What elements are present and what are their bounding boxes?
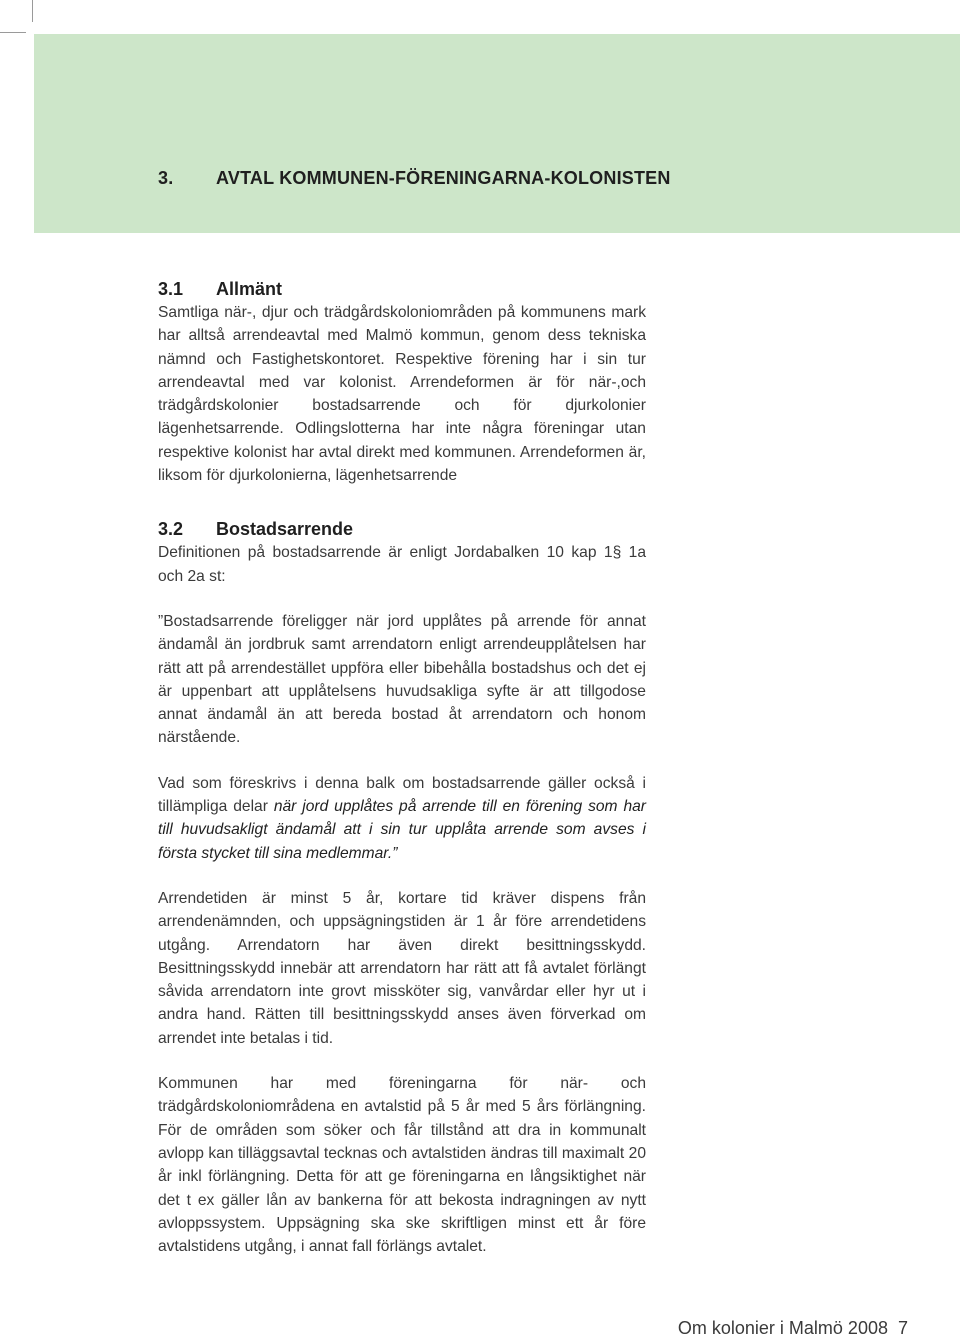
page-footer — [678, 1318, 908, 1339]
chapter-heading — [158, 168, 671, 189]
chapter-banner — [34, 34, 960, 233]
law-quote-plain: Vad som föreskrivs i denna balk om bostadsarrende gäller också i tillämpliga delar — [158, 774, 646, 816]
section-number: 3.1 — [158, 279, 184, 299]
section-title: Bostadsarrende — [216, 519, 354, 540]
section-heading-allmant — [158, 277, 646, 301]
duration-paragraph: Arrendetiden är minst 5 år, kortare tid kräver dispens från arrendenämnden, och uppsägningstiden är 1 år före arrendetidens utgång. Arrendatorn har även direkt besittningsskydd. Besittningsskydd innebär att arrendatorn har rätt att få avtalet förlängt såvida arrendatorn inte grovt missköter sig, vanvårdar eller hyr ut i andra hand. Rätten till besittningsskydd anses även förverkad om arrendet inte betalas i tid. — [158, 889, 646, 1047]
section-title: Allmänt — [216, 279, 283, 299]
chapter-title: AVTAL KOMMUNEN-FÖRENINGARNA-KOLONISTEN — [216, 168, 671, 188]
law-quote: ”Bostadsarrende föreligger när jord upplåtes på arrende för annat ändamål än jordbruk samt arrendatorn enligt arrendeupplåtelsen har rätt att på arrendestället uppföra eller bibehålla bostadshus och det ej är uppenbart att upplåtelsens huvudsakliga syfte är att tillgodose annat ändamål än att bereda bostad åt arrendatorn och honom närstående. — [158, 612, 646, 747]
chapter-number: 3. — [158, 168, 174, 188]
section-heading-bostadsarrende — [158, 517, 646, 541]
page-content — [158, 277, 646, 1258]
page-number: 7 — [897, 1318, 908, 1338]
section-allmant-paragraph: Samtliga när-, djur och trädgårdskoloniområden på kommunens mark har alltså arrendeavtal med Malmö kommun, genom dess tekniska nämnd och Fastighetskontoret. Respektive förening har i sin tur arrendeavtal med var kolonist. Arrendeformen är för när-,och trädgårdskolonier bostadsarrende och för djurkolonier lägenhetsarrende. Odlingslotterna har inte några föreningar utan respektive kolonist har avtal direkt med kommunen. Arrendeformen är, liksom för djurkolonierna, lägenhetsarrende — [158, 304, 646, 485]
crop-mark-vertical — [32, 0, 33, 22]
contract-paragraph: Kommunen har med föreningarna för när- och trädgårdskoloniområdena en avtalstid på 5 år med 5 års förlängning. För de områden som söker och får tillstånd att dra in kommunalt avlopp kan tilläggsavtal tecknas och avtalstiden ändras till maximalt 20 år inkl förlängning. Detta för att ge föreningarna en långsiktighet när det t ex gäller lån av bankerna för att bekosta indragningen av nytt avloppssystem. Uppsägning ska ske skriftligen minst ett år före avtalstidens utgång, i annat fall förlängs avtalet. — [158, 1075, 646, 1256]
definition-intro: Definitionen på bostadsarrende är enligt Jordabalken 10 kap 1§ 1a och 2a st: — [158, 544, 646, 585]
crop-mark-horizontal — [0, 32, 26, 33]
section-number: 3.2 — [158, 519, 184, 540]
law-quote-emphasis: när jord upplåtes på arrende till en förening som har till huvudsakligt ändamål att i sin tur upplåta arrende som avses i första stycket till sina medlemmar.” — [158, 798, 646, 862]
footer-title: Om kolonier i Malmö 2008 — [677, 1318, 888, 1338]
law-quote-continued — [158, 772, 646, 865]
